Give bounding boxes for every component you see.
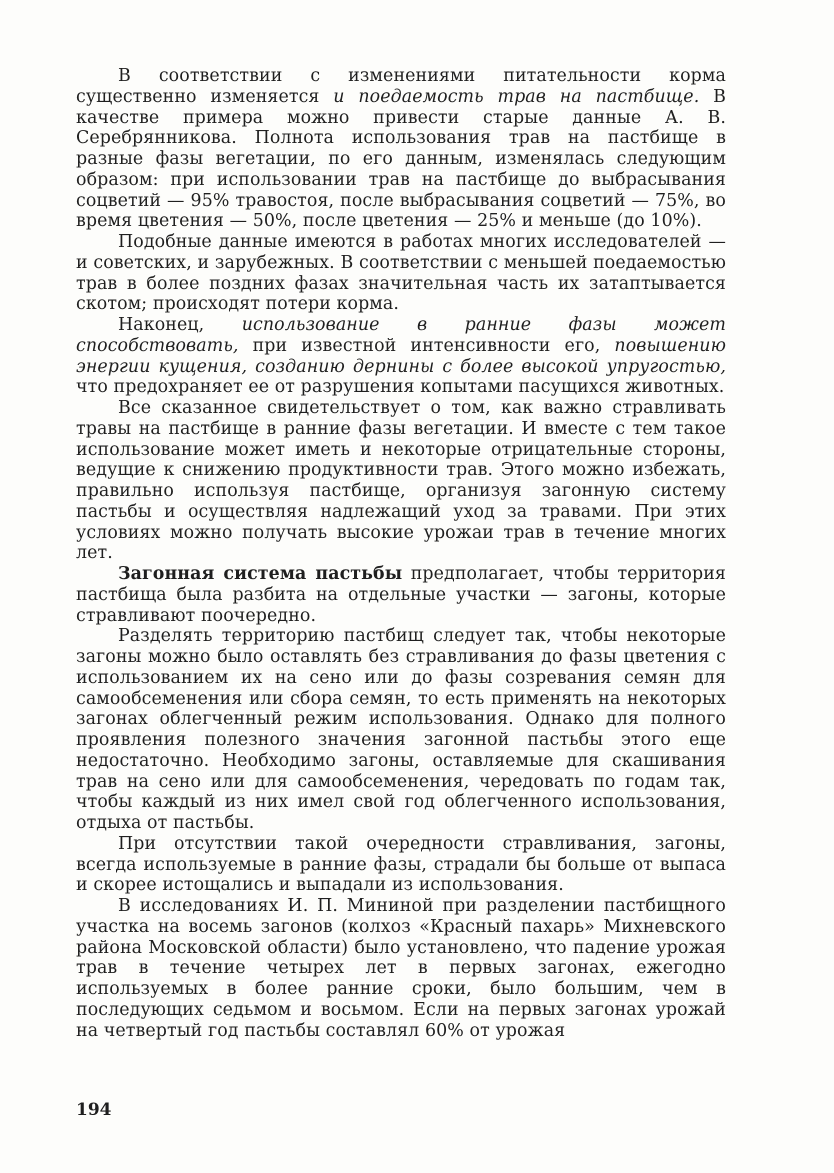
text-run: предполагает, чтобы территория пастбища была разбита на отдельные участки — загоны, которые стравливают поочередно. [76,564,726,626]
text-run: При отсутствии такой очередности стравливания, загоны, всегда используемые в ранние фазы, страдали бы больше от выпаса и скорее истощались и выпадали из использования. [76,833,726,896]
text-run: Разделять территорию пастбищ следует так, чтобы некоторые загоны можно было оставлять без стравливания до фазы цветения с использованием их на сено или до фазы созревания семян для самообсеменения или сбора семян, то есть применять на некоторых загонах облегченный режим использования. Однако для полного проявления полезного значения загонной пастьбы этого еще недостаточно. Необходимо загоны, оставляемые для скашивания трав на сено или для самообсеменения, чередовать по годам так, чтобы каждый из них имел свой год облегченного использования, отдыха от пастьбы. [76,626,726,833]
paragraph [76,315,726,398]
text-run: что предохраняет ее от разрушения копытами пасущихся животных. [76,377,725,398]
text-run: Все сказанное свидетельствует о том, как важно стравливать травы на пастбище в ранние фазы вегетации. И вместе с тем такое использование может иметь и некоторые отрицательные стороны, ведущие к снижению продуктивности трав. Этого можно избежать, правильно используя пастбище, организуя загонную систему пастьбы и осуществляя надлежащий уход за травами. При этих условиях можно получать высокие урожаи трав в течение многих лет. [76,398,726,564]
paragraph [76,232,726,315]
text-run: Наконец, [118,315,242,335]
paragraph [76,564,726,626]
italic-text: использование в ранние фазы может способствовать, [76,315,726,356]
paragraph [76,626,726,834]
italic-text: и поедаемость трав на пастбище. [333,86,700,107]
text-run: В исследованиях И. П. Мининой при разделении пастбищного участка на восемь загонов (колхоз «Красный пахарь» Михневского района Московской области) было установлено, что падение урожая трав в течение четырех лет в первых загонах, ежегодно используемых в более ранние сроки, было большим, чем в последующих седьмом и восьмом. Если на первых загонах урожай на четвертый год пастьбы составлял 60% от урожая [76,896,726,1041]
bold-term: Загонная система пастьбы [118,564,403,584]
paragraph [76,66,726,232]
body-text [76,66,726,1041]
italic-text: повышению энергии кущения, созданию дернины с более высокой упругостью, [76,335,726,377]
text-run: Подобные данные имеются в работах многих исследователей — и советских, и зарубежных. В соответствии с меньшей поедаемостью трав в более поздних фазах значительная часть их затаптывается скотом; происходят потери корма. [76,232,726,315]
text-run: В качестве примера можно привести старые данные А. В. Серебрянникова. Полнота использования трав на пастбище в разные фазы вегетации, по его данным, изменялась следующим образом: при использовании трав на пастбище до выбрасывания соцветий — 95% травостоя, после выбрасывания соцветий — 75%, во время цветения — 50%, после цветения — 25% и меньше (до 10%). [76,86,726,232]
text-run: В соответствии с изменениями питательности корма существенно изменяется [76,66,726,107]
text-run: при известной интенсивности его, [238,335,615,356]
paragraph [76,398,726,564]
page-number: 194 [76,1100,112,1120]
paragraph [76,896,726,1041]
paragraph [76,834,726,896]
